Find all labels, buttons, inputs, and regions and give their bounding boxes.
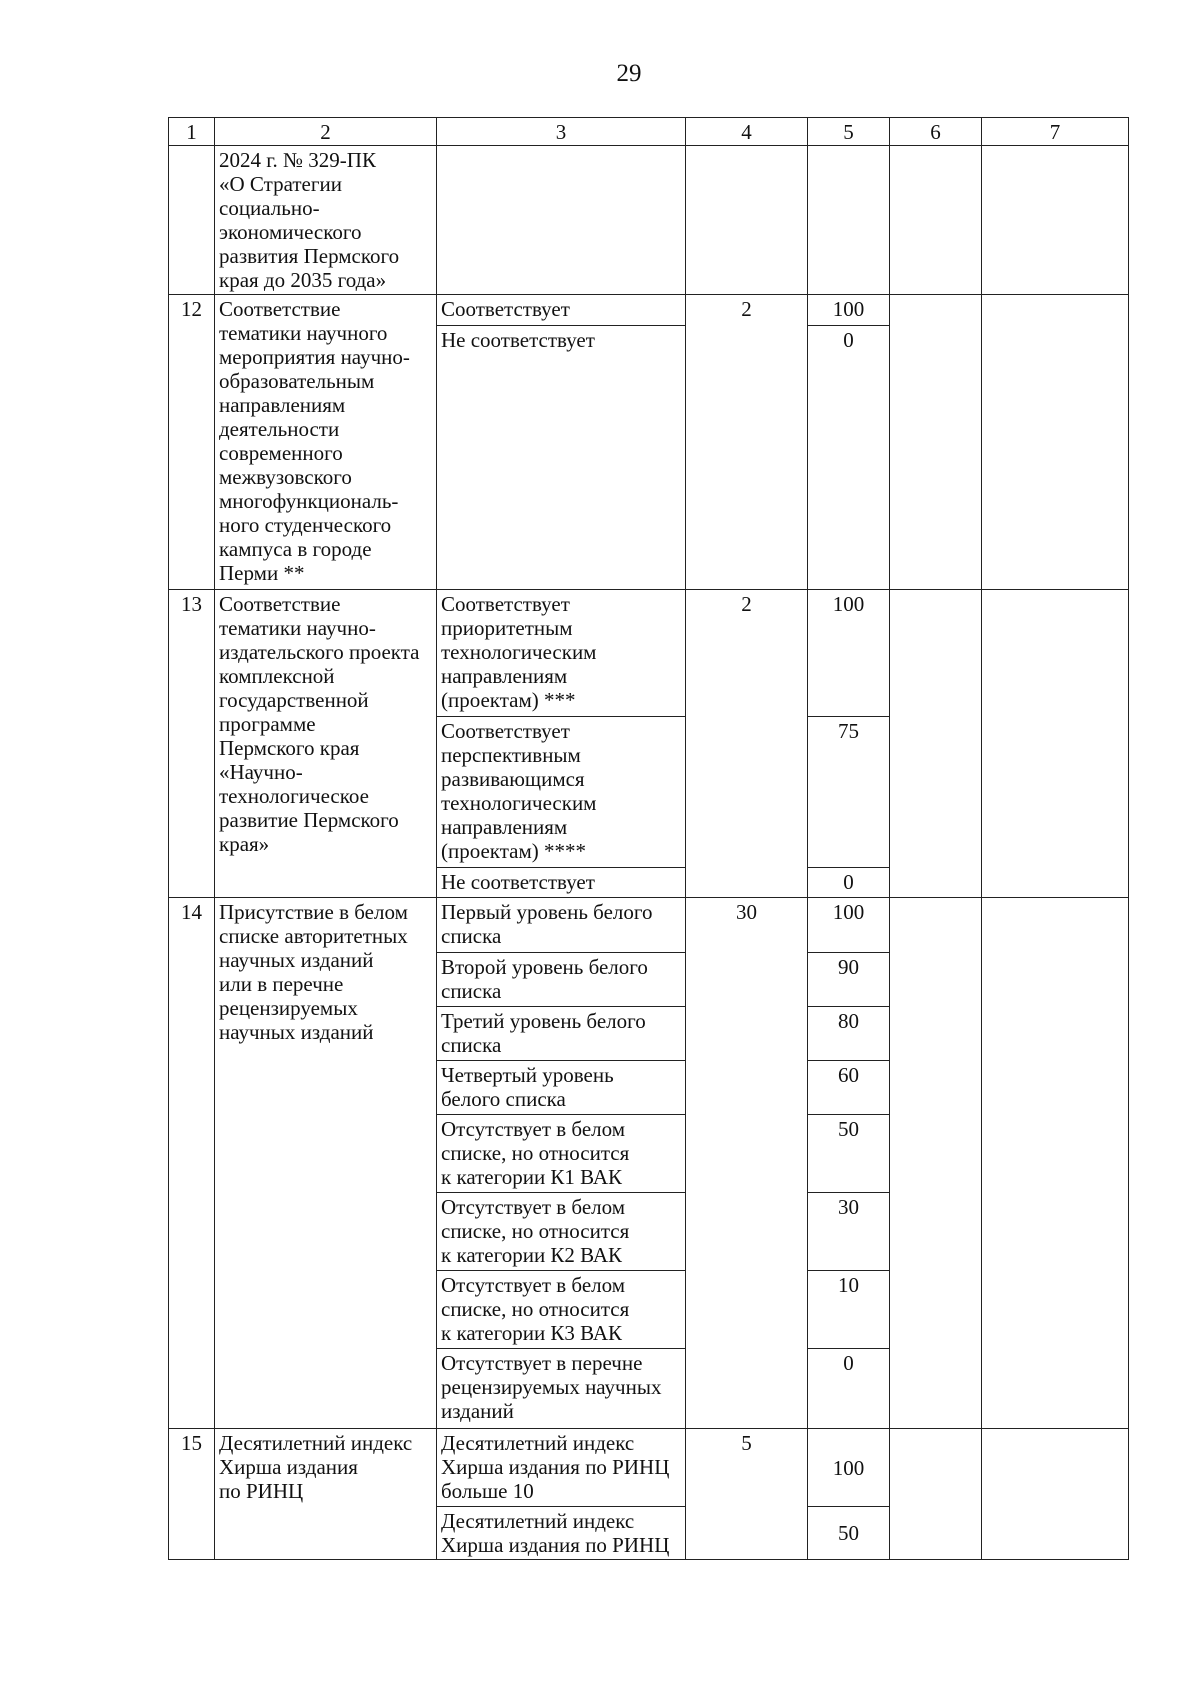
- weight-cell: 5: [686, 1429, 808, 1560]
- criterion-option: Второй уровень белого списка: [437, 953, 686, 1007]
- criterion-title: Десятилетний индекс Хирша издания по РИНЦ: [215, 1429, 437, 1560]
- criterion-option: Четвертый уровень белого списка: [437, 1061, 686, 1115]
- table-row: [169, 898, 1129, 953]
- row-number: 12: [169, 295, 215, 590]
- criterion-option: Соответствует: [437, 295, 686, 326]
- criterion-title: Соответствие тематики научно- издательского проекта комплексной государственной программе Пермского края «Научно- технологическое развитие Пермского края»: [215, 590, 437, 898]
- column-header: 5: [808, 118, 890, 146]
- empty-cell: [890, 1429, 982, 1560]
- row-number: 15: [169, 1429, 215, 1560]
- empty-cell: [982, 898, 1129, 1429]
- score-cell: 0: [808, 1349, 890, 1429]
- score-cell: 0: [808, 326, 890, 590]
- score-cell: 30: [808, 1193, 890, 1271]
- score-cell: 90: [808, 953, 890, 1007]
- weight-cell: 30: [686, 898, 808, 1429]
- empty-cell: [982, 295, 1129, 590]
- score-cell: 75: [808, 717, 890, 868]
- criterion-option: [437, 146, 686, 295]
- column-header: 7: [982, 118, 1129, 146]
- criterion-title: 2024 г. № 329-ПК «О Стратегии социально- экономического развития Пермского края до 2035 года»: [215, 146, 437, 295]
- criterion-option: Отсутствует в белом списке, но относится к категории К1 ВАК: [437, 1115, 686, 1193]
- weight-cell: [686, 146, 808, 295]
- score-cell: 50: [808, 1115, 890, 1193]
- criterion-option: Первый уровень белого списка: [437, 898, 686, 953]
- criterion-option: Третий уровень белого списка: [437, 1007, 686, 1061]
- criterion-option: Соответствует приоритетным технологическим направлениям (проектам) ***: [437, 590, 686, 717]
- column-header: 3: [437, 118, 686, 146]
- score-cell: 60: [808, 1061, 890, 1115]
- page-number: 29: [616, 60, 642, 87]
- score-cell: 100: [808, 898, 890, 953]
- score-cell: [808, 146, 890, 295]
- empty-cell: [890, 590, 982, 898]
- empty-cell: [982, 1429, 1129, 1560]
- criterion-option: Десятилетний индекс Хирша издания по РИНЦ больше 10: [437, 1429, 686, 1507]
- row-number: 13: [169, 590, 215, 898]
- criterion-title: Соответствие тематики научного мероприятия научно- образовательным направлениям деятельности современного межвузовского многофункциональ- ного студенческого кампуса в городе Перми **: [215, 295, 437, 590]
- weight-cell: 2: [686, 295, 808, 590]
- column-header: 2: [215, 118, 437, 146]
- criterion-option: Соответствует перспективным развивающимся технологическим направлениям (проектам) ****: [437, 717, 686, 868]
- empty-cell: [890, 146, 982, 295]
- row-number: 14: [169, 898, 215, 1429]
- score-cell: 0: [808, 868, 890, 898]
- empty-cell: [982, 146, 1129, 295]
- criterion-title: Присутствие в белом списке авторитетных научных изданий или в перечне рецензируемых научных изданий: [215, 898, 437, 1429]
- criterion-option: Не соответствует: [437, 868, 686, 898]
- empty-cell: [890, 295, 982, 590]
- criterion-option: Отсутствует в белом списке, но относится к категории К3 ВАК: [437, 1271, 686, 1349]
- criterion-option: Отсутствует в перечне рецензируемых научных изданий: [437, 1349, 686, 1429]
- criterion-option: Не соответствует: [437, 326, 686, 590]
- continuation-row: [169, 146, 1129, 295]
- empty-cell: [890, 898, 982, 1429]
- score-cell: 100: [808, 1429, 890, 1507]
- score-cell: 80: [808, 1007, 890, 1061]
- score-cell: 100: [808, 295, 890, 326]
- criterion-option: Десятилетний индекс Хирша издания по РИНЦ: [437, 1507, 686, 1560]
- table-row: [169, 1429, 1129, 1507]
- table-row: [169, 295, 1129, 326]
- table-body: [169, 295, 1129, 1560]
- score-cell: 50: [808, 1507, 890, 1560]
- table-row: [169, 590, 1129, 717]
- row-number: [169, 146, 215, 295]
- empty-cell: [982, 590, 1129, 898]
- score-cell: 10: [808, 1271, 890, 1349]
- criteria-table: [168, 117, 1129, 1560]
- score-cell: 100: [808, 590, 890, 717]
- criterion-option: Отсутствует в белом списке, но относится к категории К2 ВАК: [437, 1193, 686, 1271]
- weight-cell: 2: [686, 590, 808, 898]
- header-row: [169, 118, 1129, 146]
- column-header: 1: [169, 118, 215, 146]
- column-header: 4: [686, 118, 808, 146]
- column-header: 6: [890, 118, 982, 146]
